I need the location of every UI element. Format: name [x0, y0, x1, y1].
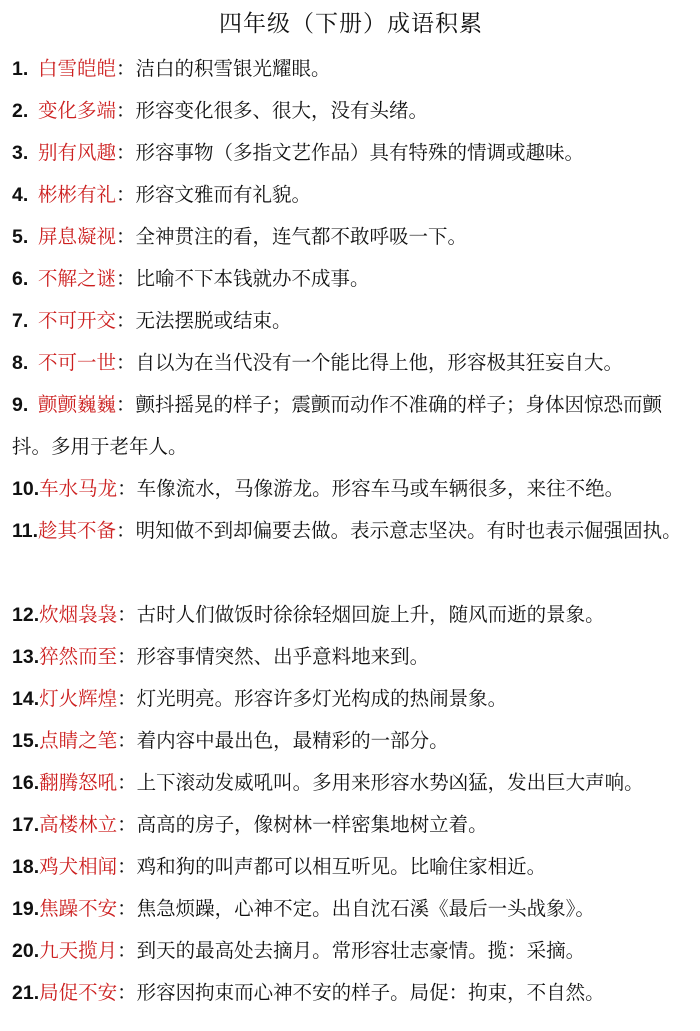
colon-separator: ：	[116, 309, 136, 332]
item-number: 4.	[12, 184, 29, 206]
item-number: 17.	[12, 814, 40, 836]
item-number: 20.	[12, 940, 40, 962]
idiom-list	[12, 48, 690, 1014]
idiom-definition: 灯光明亮。形容许多灯光构成的热闹景象。	[136, 687, 508, 710]
colon-separator: ：	[116, 141, 136, 164]
list-item	[12, 804, 690, 846]
idiom-definition: 颤抖摇晃的样子；震颤而动作不准确的样子；身体因惊恐而颤抖。多用于老年人。	[12, 393, 663, 458]
colon-separator: ：	[117, 939, 137, 962]
idiom-term: 变化多端	[38, 99, 117, 122]
idiom-term: 趁其不备	[38, 519, 117, 542]
list-item	[12, 342, 690, 384]
colon-separator: ：	[117, 855, 137, 878]
list-item	[12, 90, 690, 132]
idiom-definition: 焦急烦躁，心神不定。出自沈石溪《最后一头战象》。	[136, 897, 595, 920]
colon-separator: ：	[117, 687, 137, 710]
idiom-definition: 古时人们做饭时徐徐轻烟回旋上升，随风而逝的景象。	[136, 603, 605, 626]
colon-separator: ：	[116, 57, 136, 80]
idiom-term: 九天揽月	[39, 939, 118, 962]
item-number: 8.	[12, 352, 29, 374]
idiom-term: 点睛之笔	[39, 729, 118, 752]
idiom-definition: 到天的最高处去摘月。常形容壮志豪情。揽：采摘。	[136, 939, 586, 962]
idiom-term: 高楼林立	[39, 813, 118, 836]
idiom-term: 不解之谜	[38, 267, 117, 290]
idiom-definition: 自以为在当代没有一个能比得上他，形容极其狂妄自大。	[135, 351, 624, 374]
idiom-definition: 全神贯注的看，连气都不敢呼吸一下。	[135, 225, 468, 248]
idiom-definition: 上下滚动发威吼叫。多用来形容水势凶猛，发出巨大声响。	[136, 771, 644, 794]
idiom-definition: 高高的房子，像树林一样密集地树立着。	[136, 813, 488, 836]
idiom-term: 颤颤巍巍	[38, 393, 117, 416]
idiom-term: 灯火辉煌	[39, 687, 118, 710]
list-item	[12, 48, 690, 90]
item-number: 19.	[12, 898, 40, 920]
list-item	[12, 762, 690, 804]
idiom-term: 翻腾怒吼	[39, 771, 118, 794]
colon-separator: ：	[117, 771, 137, 794]
colon-separator: ：	[116, 351, 136, 374]
idiom-term: 局促不安	[39, 981, 118, 1004]
list-item	[12, 510, 690, 594]
item-number: 9.	[12, 394, 29, 416]
idiom-term: 不可一世	[38, 351, 117, 374]
list-item	[12, 258, 690, 300]
list-item	[12, 216, 690, 258]
colon-separator: ：	[116, 183, 136, 206]
item-number: 2.	[12, 100, 29, 122]
idiom-term: 不可开交	[38, 309, 117, 332]
item-number: 11.	[12, 520, 39, 542]
idiom-term: 焦躁不安	[39, 897, 118, 920]
colon-separator: ：	[117, 813, 137, 836]
colon-separator: ：	[117, 729, 137, 752]
colon-separator: ：	[117, 897, 137, 920]
colon-separator: ：	[117, 645, 137, 668]
item-number: 6.	[12, 268, 29, 290]
idiom-definition: 形容事物（多指文艺作品）具有特殊的情调或趣味。	[135, 141, 585, 164]
idiom-term: 鸡犬相闻	[39, 855, 118, 878]
idiom-definition: 洁白的积雪银光耀眼。	[135, 57, 331, 80]
colon-separator: ：	[117, 477, 137, 500]
idiom-definition: 形容事情突然、出乎意料地来到。	[136, 645, 430, 668]
idiom-term: 屏息凝视	[38, 225, 117, 248]
colon-separator: ：	[116, 393, 136, 416]
item-number: 10.	[12, 478, 40, 500]
idiom-definition: 明知做不到却偏要去做。表示意志坚决。有时也表示倔强固执。	[135, 519, 682, 542]
idiom-definition: 形容文雅而有礼貌。	[135, 183, 312, 206]
list-item	[12, 720, 690, 762]
item-number: 14.	[12, 688, 40, 710]
item-number: 13.	[12, 646, 40, 668]
colon-separator: ：	[116, 519, 136, 542]
list-item	[12, 468, 690, 510]
item-number: 15.	[12, 730, 40, 752]
list-item	[12, 594, 690, 636]
colon-separator: ：	[117, 603, 137, 626]
idiom-term: 白雪皑皑	[38, 57, 117, 80]
list-item	[12, 174, 690, 216]
colon-separator: ：	[116, 267, 136, 290]
idiom-term: 车水马龙	[39, 477, 118, 500]
idiom-definition: 着内容中最出色，最精彩的一部分。	[136, 729, 449, 752]
colon-separator: ：	[116, 225, 136, 248]
idiom-term: 猝然而至	[39, 645, 118, 668]
idiom-term: 别有风趣	[38, 141, 117, 164]
list-item	[12, 300, 690, 342]
idiom-definition: 鸡和狗的叫声都可以相互听见。比喻住家相近。	[136, 855, 547, 878]
list-item	[12, 678, 690, 720]
colon-separator: ：	[117, 981, 137, 1004]
idiom-definition: 比喻不下本钱就办不成事。	[135, 267, 370, 290]
idiom-term: 炊烟袅袅	[39, 603, 118, 626]
list-item	[12, 636, 690, 678]
list-item	[12, 930, 690, 972]
item-number: 16.	[12, 772, 40, 794]
list-item	[12, 888, 690, 930]
idiom-definition: 无法摆脱或结束。	[135, 309, 292, 332]
item-number: 7.	[12, 310, 29, 332]
idiom-definition: 形容变化很多、很大，没有头绪。	[135, 99, 429, 122]
list-item	[12, 384, 690, 468]
list-item	[12, 846, 690, 888]
item-number: 3.	[12, 142, 29, 164]
item-number: 21.	[12, 982, 40, 1004]
item-number: 1.	[12, 58, 29, 80]
item-number: 18.	[12, 856, 40, 878]
item-number: 5.	[12, 226, 29, 248]
list-item	[12, 132, 690, 174]
page-title: 四年级（下册）成语积累	[219, 11, 483, 37]
colon-separator: ：	[116, 99, 136, 122]
idiom-definition: 车像流水，马像游龙。形容车马或车辆很多，来往不绝。	[136, 477, 625, 500]
item-number: 12.	[12, 604, 40, 626]
idiom-term: 彬彬有礼	[38, 183, 117, 206]
idiom-definition: 形容因拘束而心神不安的样子。局促：拘束，不自然。	[136, 981, 605, 1004]
list-item	[12, 972, 690, 1014]
